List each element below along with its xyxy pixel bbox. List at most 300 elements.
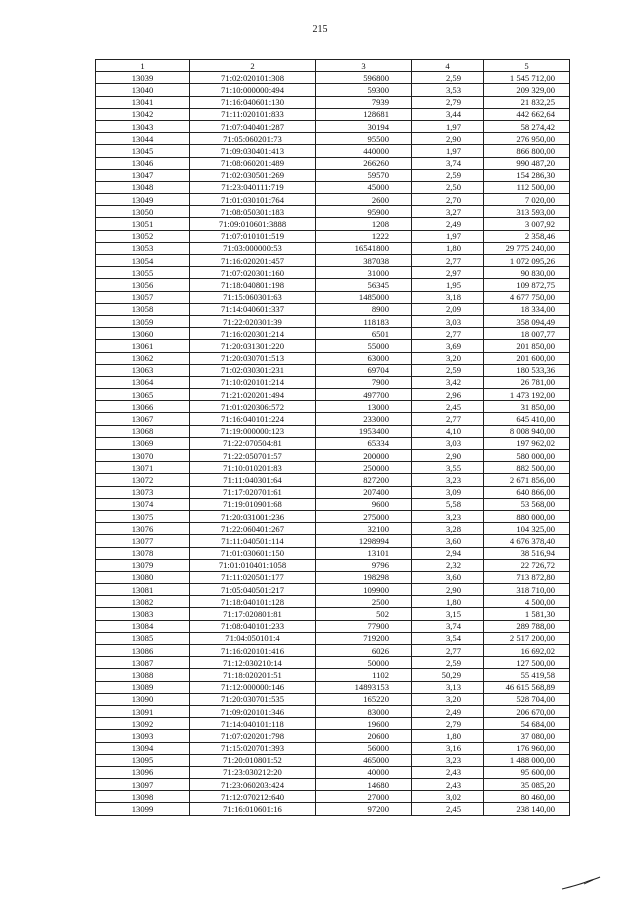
cell-col-1: 13055: [96, 267, 190, 279]
cell-col-2: 71:10:020101:214: [190, 376, 316, 388]
cell-col-2: 71:02:020101:308: [190, 72, 316, 84]
cell-col-3: 1953400: [316, 425, 412, 437]
cell-col-4: 2,77: [412, 328, 484, 340]
cell-col-5: 80 460,00: [484, 791, 570, 803]
cell-col-5: 358 094,49: [484, 315, 570, 327]
table-row: [96, 608, 570, 620]
cell-col-2: 71:07:010101:519: [190, 230, 316, 242]
cell-col-4: 2,09: [412, 303, 484, 315]
table-row: [96, 230, 570, 242]
table-row: [96, 206, 570, 218]
cell-col-3: 465000: [316, 754, 412, 766]
cell-col-2: 71:17:020701:61: [190, 486, 316, 498]
cell-col-1: 13085: [96, 632, 190, 644]
cell-col-5: 38 516,94: [484, 547, 570, 559]
cell-col-3: 63000: [316, 352, 412, 364]
table-row: [96, 657, 570, 669]
cell-col-3: 59570: [316, 169, 412, 181]
cell-col-2: 71:07:040401:287: [190, 120, 316, 132]
cell-col-3: 95900: [316, 206, 412, 218]
table-row: [96, 571, 570, 583]
cell-col-2: 71:02:030301:231: [190, 364, 316, 376]
cell-col-5: 289 788,00: [484, 620, 570, 632]
cell-col-4: 2,45: [412, 401, 484, 413]
cell-col-3: 6501: [316, 328, 412, 340]
cell-col-1: 13041: [96, 96, 190, 108]
cell-col-5: 645 410,00: [484, 413, 570, 425]
cell-col-4: 3,60: [412, 535, 484, 547]
cell-col-3: 128681: [316, 108, 412, 120]
cell-col-2: 71:16:020201:457: [190, 255, 316, 267]
cell-col-5: 1 473 192,00: [484, 389, 570, 401]
table-row: [96, 340, 570, 352]
table-row: [96, 84, 570, 96]
cell-col-4: 2,45: [412, 803, 484, 815]
cell-col-2: 71:16:010601:16: [190, 803, 316, 815]
cell-col-1: 13057: [96, 291, 190, 303]
cell-col-1: 13066: [96, 401, 190, 413]
cell-col-4: 2,96: [412, 389, 484, 401]
table-row: [96, 596, 570, 608]
cell-col-4: 3,09: [412, 486, 484, 498]
cell-col-2: 71:12:070212:640: [190, 791, 316, 803]
cell-col-1: 13084: [96, 620, 190, 632]
cell-col-3: 165220: [316, 693, 412, 705]
cell-col-1: 13096: [96, 766, 190, 778]
cell-col-2: 71:01:020306:572: [190, 401, 316, 413]
cell-col-3: 7939: [316, 96, 412, 108]
cell-col-1: 13039: [96, 72, 190, 84]
cell-col-1: 13040: [96, 84, 190, 96]
table-row: [96, 72, 570, 84]
cell-col-3: 7900: [316, 376, 412, 388]
cell-col-3: 198298: [316, 571, 412, 583]
header-col-5: 5: [484, 60, 570, 72]
cell-col-3: 596800: [316, 72, 412, 84]
table-row: [96, 364, 570, 376]
cell-col-4: 3,74: [412, 620, 484, 632]
table-row: [96, 779, 570, 791]
cell-col-2: 71:22:050701:57: [190, 450, 316, 462]
cell-col-4: 1,80: [412, 242, 484, 254]
cell-col-4: 3,27: [412, 206, 484, 218]
cell-col-1: 13051: [96, 218, 190, 230]
cell-col-5: 990 487,20: [484, 157, 570, 169]
cell-col-5: 112 500,00: [484, 181, 570, 193]
header-col-3: 3: [316, 60, 412, 72]
cell-col-3: 45000: [316, 181, 412, 193]
table-row: [96, 693, 570, 705]
cell-col-4: 2,90: [412, 133, 484, 145]
cell-col-5: 31 850,00: [484, 401, 570, 413]
cell-col-5: 16 692,02: [484, 645, 570, 657]
cell-col-3: 14893153: [316, 681, 412, 693]
cell-col-1: 13071: [96, 462, 190, 474]
cell-col-5: 127 500,00: [484, 657, 570, 669]
cell-col-4: 2,97: [412, 267, 484, 279]
cell-col-5: 180 533,36: [484, 364, 570, 376]
cell-col-3: 9600: [316, 498, 412, 510]
cell-col-2: 71:07:020301:160: [190, 267, 316, 279]
cell-col-1: 13080: [96, 571, 190, 583]
cell-col-5: 880 000,00: [484, 510, 570, 522]
cell-col-5: 104 325,00: [484, 523, 570, 535]
cell-col-5: 201 850,00: [484, 340, 570, 352]
table-row: [96, 120, 570, 132]
cell-col-3: 83000: [316, 705, 412, 717]
table-row: [96, 389, 570, 401]
table-row: [96, 352, 570, 364]
table-header: [96, 60, 570, 72]
cell-col-5: 640 866,00: [484, 486, 570, 498]
cell-col-5: 154 286,30: [484, 169, 570, 181]
cell-col-1: 13076: [96, 523, 190, 535]
cell-col-2: 71:08:050301:183: [190, 206, 316, 218]
cell-col-5: 1 488 000,00: [484, 754, 570, 766]
registry-table-container: [95, 59, 569, 816]
cell-col-2: 71:01:010401:1058: [190, 559, 316, 571]
cell-col-2: 71:09:030401:413: [190, 145, 316, 157]
cell-col-1: 13065: [96, 389, 190, 401]
cell-col-1: 13095: [96, 754, 190, 766]
cell-col-3: 14680: [316, 779, 412, 791]
cell-col-4: 3,16: [412, 742, 484, 754]
table-row: [96, 242, 570, 254]
cell-col-5: 54 684,00: [484, 718, 570, 730]
cell-col-2: 71:16:020301:214: [190, 328, 316, 340]
cell-col-4: 3,42: [412, 376, 484, 388]
cell-col-2: 71:22:070504:81: [190, 437, 316, 449]
table-row: [96, 303, 570, 315]
table-row: [96, 754, 570, 766]
cell-col-1: 13070: [96, 450, 190, 462]
cell-col-1: 13079: [96, 559, 190, 571]
cell-col-2: 71:23:060203:424: [190, 779, 316, 791]
cell-col-2: 71:11:040501:114: [190, 535, 316, 547]
cell-col-3: 69704: [316, 364, 412, 376]
cell-col-5: 29 775 240,00: [484, 242, 570, 254]
cell-col-3: 6026: [316, 645, 412, 657]
cell-col-1: 13098: [96, 791, 190, 803]
cell-col-4: 2,94: [412, 547, 484, 559]
cell-col-4: 2,59: [412, 657, 484, 669]
cell-col-5: 238 140,00: [484, 803, 570, 815]
cell-col-2: 71:21:020201:494: [190, 389, 316, 401]
cell-col-2: 71:20:030701:535: [190, 693, 316, 705]
signature-mark: [560, 876, 602, 892]
cell-col-4: 2,90: [412, 450, 484, 462]
table-row: [96, 632, 570, 644]
cell-col-2: 71:11:020101:833: [190, 108, 316, 120]
cell-col-1: 13074: [96, 498, 190, 510]
cell-col-2: 71:15:060301:63: [190, 291, 316, 303]
cell-col-3: 2600: [316, 194, 412, 206]
cell-col-4: 2,59: [412, 364, 484, 376]
cell-col-1: 13056: [96, 279, 190, 291]
cell-col-3: 40000: [316, 766, 412, 778]
table-row: [96, 194, 570, 206]
cell-col-1: 13044: [96, 133, 190, 145]
cell-col-4: 4,10: [412, 425, 484, 437]
cell-col-3: 31000: [316, 267, 412, 279]
table-row: [96, 791, 570, 803]
cell-col-2: 71:05:060201:73: [190, 133, 316, 145]
table-row: [96, 803, 570, 815]
cell-col-3: 95500: [316, 133, 412, 145]
cell-col-3: 56000: [316, 742, 412, 754]
cell-col-2: 71:14:040601:337: [190, 303, 316, 315]
table-row: [96, 328, 570, 340]
table-body: [96, 72, 570, 815]
cell-col-1: 13094: [96, 742, 190, 754]
cell-col-4: 3,03: [412, 437, 484, 449]
cell-col-3: 1485000: [316, 291, 412, 303]
cell-col-1: 13086: [96, 645, 190, 657]
table-row: [96, 474, 570, 486]
cell-col-2: 71:22:060401:267: [190, 523, 316, 535]
cell-col-3: 50000: [316, 657, 412, 669]
cell-col-2: 71:09:010601:3888: [190, 218, 316, 230]
cell-col-1: 13045: [96, 145, 190, 157]
cell-col-5: 2 671 856,00: [484, 474, 570, 486]
cell-col-5: 2 517 200,00: [484, 632, 570, 644]
cell-col-2: 71:18:020201:51: [190, 669, 316, 681]
cell-col-3: 19600: [316, 718, 412, 730]
cell-col-1: 13099: [96, 803, 190, 815]
cell-col-4: 50,29: [412, 669, 484, 681]
table-row: [96, 584, 570, 596]
cell-col-5: 109 872,75: [484, 279, 570, 291]
cell-col-3: 200000: [316, 450, 412, 462]
cell-col-3: 275000: [316, 510, 412, 522]
table-row: [96, 742, 570, 754]
cell-col-1: 13069: [96, 437, 190, 449]
cell-col-1: 13093: [96, 730, 190, 742]
cell-col-1: 13097: [96, 779, 190, 791]
table-row: [96, 645, 570, 657]
cell-col-1: 13087: [96, 657, 190, 669]
cell-col-5: 22 726,72: [484, 559, 570, 571]
cell-col-2: 71:19:010901:68: [190, 498, 316, 510]
cell-col-4: 3,60: [412, 571, 484, 583]
cell-col-5: 4 500,00: [484, 596, 570, 608]
cell-col-4: 1,97: [412, 230, 484, 242]
table-row: [96, 157, 570, 169]
cell-col-5: 442 662,64: [484, 108, 570, 120]
cell-col-2: 71:23:040111:719: [190, 181, 316, 193]
cell-col-2: 71:20:031001:236: [190, 510, 316, 522]
cell-col-4: 2,43: [412, 779, 484, 791]
cell-col-5: 580 000,00: [484, 450, 570, 462]
cell-col-3: 387038: [316, 255, 412, 267]
table-row: [96, 279, 570, 291]
cell-col-4: 3,74: [412, 157, 484, 169]
cell-col-2: 71:17:020801:81: [190, 608, 316, 620]
cell-col-4: 1,95: [412, 279, 484, 291]
header-col-4: 4: [412, 60, 484, 72]
cell-col-2: 71:12:030210:14: [190, 657, 316, 669]
cell-col-4: 3,02: [412, 791, 484, 803]
cell-col-5: 1 072 095,26: [484, 255, 570, 267]
cell-col-1: 13046: [96, 157, 190, 169]
cell-col-3: 118183: [316, 315, 412, 327]
cell-col-3: 9796: [316, 559, 412, 571]
cell-col-1: 13091: [96, 705, 190, 717]
cell-col-1: 13050: [96, 206, 190, 218]
cell-col-5: 7 020,00: [484, 194, 570, 206]
table-row: [96, 620, 570, 632]
cell-col-1: 13067: [96, 413, 190, 425]
cell-col-1: 13090: [96, 693, 190, 705]
header-col-1: 1: [96, 60, 190, 72]
cell-col-4: 2,90: [412, 584, 484, 596]
cell-col-2: 71:07:020201:798: [190, 730, 316, 742]
cell-col-5: 46 615 568,89: [484, 681, 570, 693]
cell-col-1: 13049: [96, 194, 190, 206]
cell-col-5: 18 007,77: [484, 328, 570, 340]
cell-col-1: 13072: [96, 474, 190, 486]
cell-col-4: 2,49: [412, 218, 484, 230]
cell-col-1: 13061: [96, 340, 190, 352]
cell-col-5: 95 600,00: [484, 766, 570, 778]
cell-col-5: 528 704,00: [484, 693, 570, 705]
cell-col-1: 13083: [96, 608, 190, 620]
cell-col-4: 2,70: [412, 194, 484, 206]
table-row: [96, 669, 570, 681]
table-row: [96, 559, 570, 571]
table-row: [96, 267, 570, 279]
cell-col-2: 71:02:030501:269: [190, 169, 316, 181]
cell-col-5: 176 960,00: [484, 742, 570, 754]
table-row: [96, 510, 570, 522]
cell-col-2: 71:01:030601:150: [190, 547, 316, 559]
cell-col-2: 71:08:060201:489: [190, 157, 316, 169]
cell-col-2: 71:08:040101:233: [190, 620, 316, 632]
table-row: [96, 315, 570, 327]
cell-col-4: 2,43: [412, 766, 484, 778]
table-row: [96, 705, 570, 717]
cell-col-1: 13088: [96, 669, 190, 681]
cell-col-4: 2,77: [412, 645, 484, 657]
cell-col-3: 32100: [316, 523, 412, 535]
cell-col-1: 13052: [96, 230, 190, 242]
table-row: [96, 255, 570, 267]
cell-col-4: 3,55: [412, 462, 484, 474]
cell-col-3: 440000: [316, 145, 412, 157]
cell-col-1: 13058: [96, 303, 190, 315]
cell-col-4: 1,97: [412, 145, 484, 157]
cell-col-5: 58 274,42: [484, 120, 570, 132]
cell-col-2: 71:01:030101:764: [190, 194, 316, 206]
cell-col-4: 2,59: [412, 72, 484, 84]
cell-col-1: 13089: [96, 681, 190, 693]
cell-col-5: 53 568,00: [484, 498, 570, 510]
cell-col-5: 318 710,00: [484, 584, 570, 596]
table-row: [96, 169, 570, 181]
cell-col-4: 3,15: [412, 608, 484, 620]
table-row: [96, 718, 570, 730]
cell-col-4: 2,32: [412, 559, 484, 571]
cell-col-5: 713 872,80: [484, 571, 570, 583]
cell-col-1: 13060: [96, 328, 190, 340]
cell-col-3: 20600: [316, 730, 412, 742]
page-number: 215: [312, 24, 328, 35]
cell-col-1: 13062: [96, 352, 190, 364]
cell-col-2: 71:23:030212:20: [190, 766, 316, 778]
cell-col-3: 109900: [316, 584, 412, 596]
cell-col-2: 71:18:040101:128: [190, 596, 316, 608]
cell-col-4: 2,77: [412, 413, 484, 425]
table-row: [96, 425, 570, 437]
cell-col-2: 71:20:030701:513: [190, 352, 316, 364]
cell-col-2: 71:16:020101:416: [190, 645, 316, 657]
cell-col-3: 56345: [316, 279, 412, 291]
table-row: [96, 291, 570, 303]
cell-col-5: 866 800,00: [484, 145, 570, 157]
cell-col-4: 3,20: [412, 352, 484, 364]
cell-col-5: 90 830,00: [484, 267, 570, 279]
table-row: [96, 547, 570, 559]
cell-col-4: 3,20: [412, 693, 484, 705]
cell-col-3: 719200: [316, 632, 412, 644]
table-row: [96, 450, 570, 462]
cell-col-5: 26 781,00: [484, 376, 570, 388]
cell-col-1: 13064: [96, 376, 190, 388]
cell-col-5: 37 080,00: [484, 730, 570, 742]
cell-col-5: 276 950,00: [484, 133, 570, 145]
cell-col-3: 65334: [316, 437, 412, 449]
cell-col-3: 207400: [316, 486, 412, 498]
cell-col-1: 13082: [96, 596, 190, 608]
cell-col-1: 13048: [96, 181, 190, 193]
cell-col-4: 1,80: [412, 596, 484, 608]
table-row: [96, 145, 570, 157]
cell-col-2: 71:04:050101:4: [190, 632, 316, 644]
cell-col-5: 1 581,30: [484, 608, 570, 620]
cell-col-4: 3,23: [412, 474, 484, 486]
table-row: [96, 376, 570, 388]
cell-col-1: 13068: [96, 425, 190, 437]
cell-col-3: 55000: [316, 340, 412, 352]
table-row: [96, 730, 570, 742]
cell-col-5: 35 085,20: [484, 779, 570, 791]
cell-col-1: 13077: [96, 535, 190, 547]
cell-col-2: 71:20:010801:52: [190, 754, 316, 766]
cell-col-1: 13043: [96, 120, 190, 132]
cell-col-4: 3,18: [412, 291, 484, 303]
cell-col-4: 5,58: [412, 498, 484, 510]
table-row: [96, 218, 570, 230]
cell-col-5: 3 007,92: [484, 218, 570, 230]
table-row: [96, 133, 570, 145]
cell-col-5: 4 677 750,00: [484, 291, 570, 303]
registry-table: [95, 59, 570, 816]
cell-col-3: 97200: [316, 803, 412, 815]
cell-col-2: 71:05:040501:217: [190, 584, 316, 596]
cell-col-5: 882 500,00: [484, 462, 570, 474]
cell-col-3: 30194: [316, 120, 412, 132]
cell-col-2: 71:10:000000:494: [190, 84, 316, 96]
cell-col-3: 16541800: [316, 242, 412, 254]
table-row: [96, 535, 570, 547]
cell-col-1: 13081: [96, 584, 190, 596]
cell-col-2: 71:16:040601:130: [190, 96, 316, 108]
cell-col-1: 13063: [96, 364, 190, 376]
cell-col-5: 21 832,25: [484, 96, 570, 108]
cell-col-4: 2,79: [412, 96, 484, 108]
cell-col-3: 497700: [316, 389, 412, 401]
cell-col-5: 4 676 378,40: [484, 535, 570, 547]
